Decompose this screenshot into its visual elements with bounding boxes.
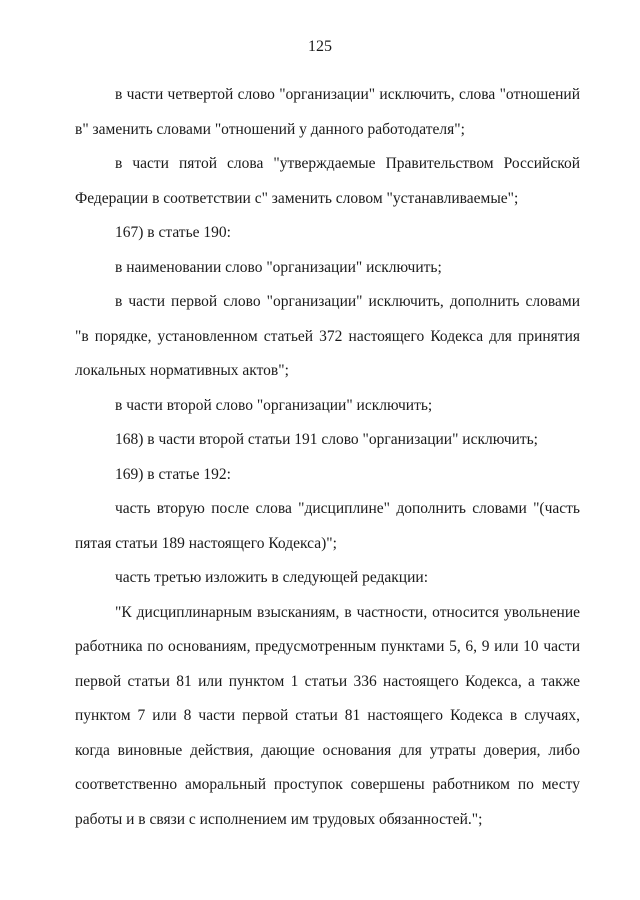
paragraph: часть третью изложить в следующей редакции: bbox=[115, 569, 428, 586]
paragraph: "К дисциплинарным взысканиям, в частности, относится увольнение работника по основаниям, предусмотренным пунктами 5, 6, 9 или 10 части первой статьи 81 или пунктом 1 статьи 336 настоящего Кодекса, а также пунктом 7 или 8 части первой статьи 81 настоящего Кодекса в случаях, когда виновные действия, дающие основания для утраты доверия, либо соответственно аморальный проступок совершены работником по месту работы и в связи с исполнением им трудовых обязанностей."; bbox=[75, 603, 580, 828]
paragraph: в части второй слово "организации" исключить; bbox=[115, 396, 433, 414]
paragraph: в части четвертой слово "организации" исключить, слова "отношений в" заменить словами "отношений у данного работодателя"; bbox=[75, 86, 580, 138]
paragraph: в части пятой слова "утверждаемые Правительством Российской Федерации в соответствии с" заменить словом "устанавливаемые"; bbox=[75, 155, 580, 207]
paragraph: в наименовании слово "организации" исключить; bbox=[115, 258, 442, 276]
paragraph: 168) в части второй статьи 191 слово "организации" исключить; bbox=[115, 431, 538, 448]
paragraph: в части первой слово "организации" исключить, дополнить словами "в порядке, установленном статьей 372 настоящего Кодекса для принятия локальных нормативных актов"; bbox=[75, 293, 580, 379]
paragraph: 169) в статье 192: bbox=[115, 465, 231, 483]
paragraph: часть вторую после слова "дисциплине" дополнить словами "(часть пятая статьи 189 настоящего Кодекса)"; bbox=[75, 500, 580, 552]
paragraph: 167) в статье 190: bbox=[115, 224, 231, 241]
document-body bbox=[75, 78, 580, 837]
page-number: 125 bbox=[308, 38, 332, 55]
